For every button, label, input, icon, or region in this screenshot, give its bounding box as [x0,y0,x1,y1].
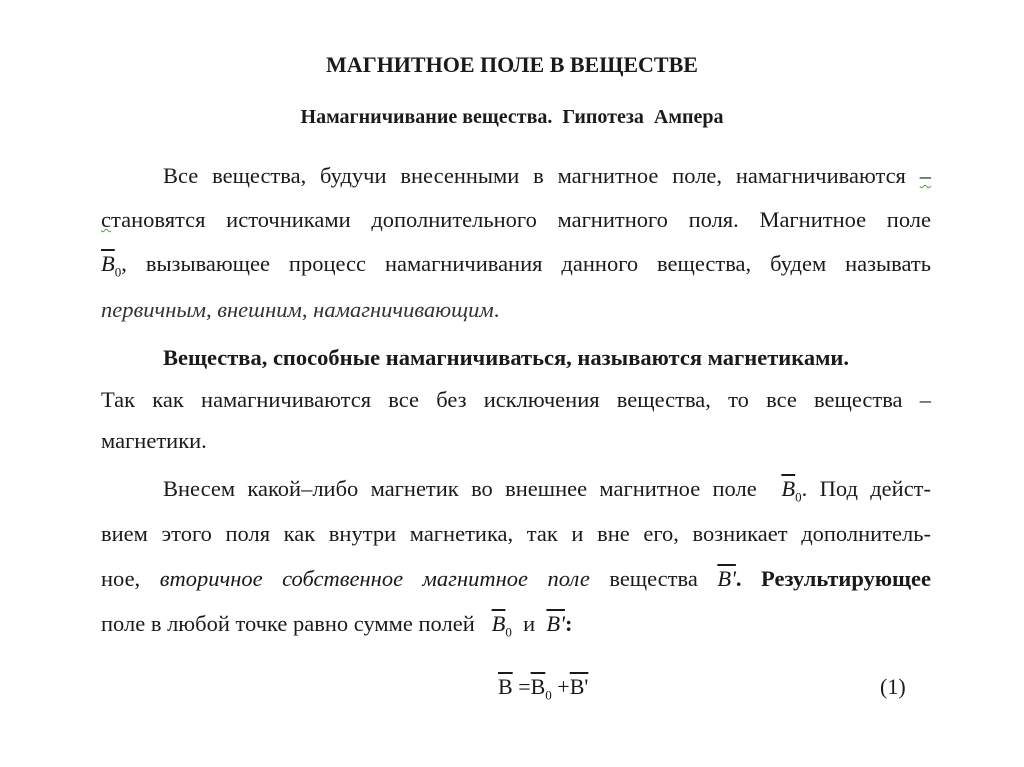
text-line: первичным, внешним, намагничивающим. [101,297,500,322]
text: – [919,163,931,188]
formula: $\overline{B} =\overline{B}_0 +B'$ [498,674,589,703]
text: с [101,207,111,232]
text-line: Внесем какой–либо магнетик во внешнее магнитное поле $\overline{B}_0$. Под дейст- [163,476,932,505]
formula-b: $\overline{B}$ [498,674,513,699]
vector-b0-symbol: $\overline{B}_0$ [491,611,512,640]
vector-b0-symbol: $\overline{B}_0$ [101,251,122,280]
definition-text: Вещества, способные намагничиваться, называются магнетиками. [163,345,850,370]
section-subtitle: Намагничивание вещества. Гипотеза Ампера [300,106,724,128]
formula-b-prime: B' [569,674,589,699]
vector-b-prime-symbol: B' [717,566,736,591]
text: Все вещества, будучи внесенными в магнитное поле, намагничиваются [163,163,906,188]
text-line [101,207,931,233]
formula-b0: $\overline{B}$ [530,674,546,699]
document-title: МАГНИТНОЕ ПОЛЕ В ВЕЩЕСТВЕ [326,52,698,77]
text-line: ное, вторичное собственное магнитное поле вещества B'. Результирующее [101,566,932,591]
text-line [101,251,931,281]
text-line: поле в любой точке равно сумме полей $\overline{B}_0$ и B': [101,611,573,640]
text-line: магнетики. [101,428,207,453]
text-line: вием этого поля как внутри магнетика, так и вне его, возникает дополнитель- [101,521,931,546]
formula-eq: = [518,674,531,699]
text-line: Так как намагничиваются все без исключения вещества, то все вещества – [101,387,931,412]
equation-number: (1) [880,674,906,699]
formula-plus: + [557,674,570,699]
text: , вызывающее процесс намагничивания данного вещества, будем называть [121,251,931,276]
text-line [101,163,931,189]
vector-b-prime-symbol: B' [546,611,565,636]
italic-text: первичным, внешним, намагничивающим [101,297,494,322]
text: тановятся источниками дополнительного магнитного поля. Магнитное поле [111,207,931,232]
vector-b0-symbol: $\overline{B}_0$ [781,476,802,505]
